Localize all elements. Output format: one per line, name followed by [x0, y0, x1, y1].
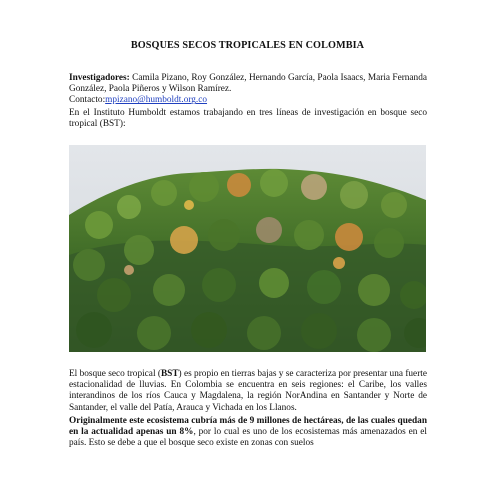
intro-paragraph: En el Instituto Humboldt estamos trabajando en tres líneas de investigación en bosque seco tropical (BST):	[69, 108, 427, 130]
investigators-block	[69, 73, 427, 107]
p1-pre: El bosque seco tropical (	[69, 369, 161, 379]
contact-label: Contacto:	[69, 95, 106, 106]
contact-email-link[interactable]: mpizano@humboldt.org.co	[105, 95, 208, 106]
p2-bold: Originalmente este ecosistema cubría más de 9 millones de hectáreas, de las cuales quedan en la actualidad apenas un 8%	[69, 416, 427, 438]
paragraph-bst	[69, 369, 427, 414]
investigators-names: Camila Pizano, Roy González, Hernando García, Paola Isaacs, Maria Fernanda González, Paola Piñeros y Wilson Ramírez.	[69, 73, 427, 95]
p2-post: , por lo cual es uno de los ecosistemas más amenazados en el país. Esto se debe a que el bosque seco existe en zonas con suelos	[69, 427, 427, 449]
forest-photo	[69, 145, 426, 352]
p1-post: ) es propio en tierras bajas y se caracteriza por presentar una fuerte estacionalidad de lluvias. En Colombia se encuentra en seis regiones: el Caribe, los valles interandinos de los ríos Cauca y Magdalena, la región NorAndina en Santander y Norte de Santander, el valle del Patía, Arauca y Vichada en los Llanos.	[69, 369, 427, 413]
document-title: BOSQUES SECOS TROPICALES EN COLOMBIA	[130, 40, 365, 51]
paragraph-coverage	[69, 416, 427, 450]
investigators-label: Investigadores:	[69, 73, 130, 83]
p1-bold: BST	[160, 369, 179, 379]
